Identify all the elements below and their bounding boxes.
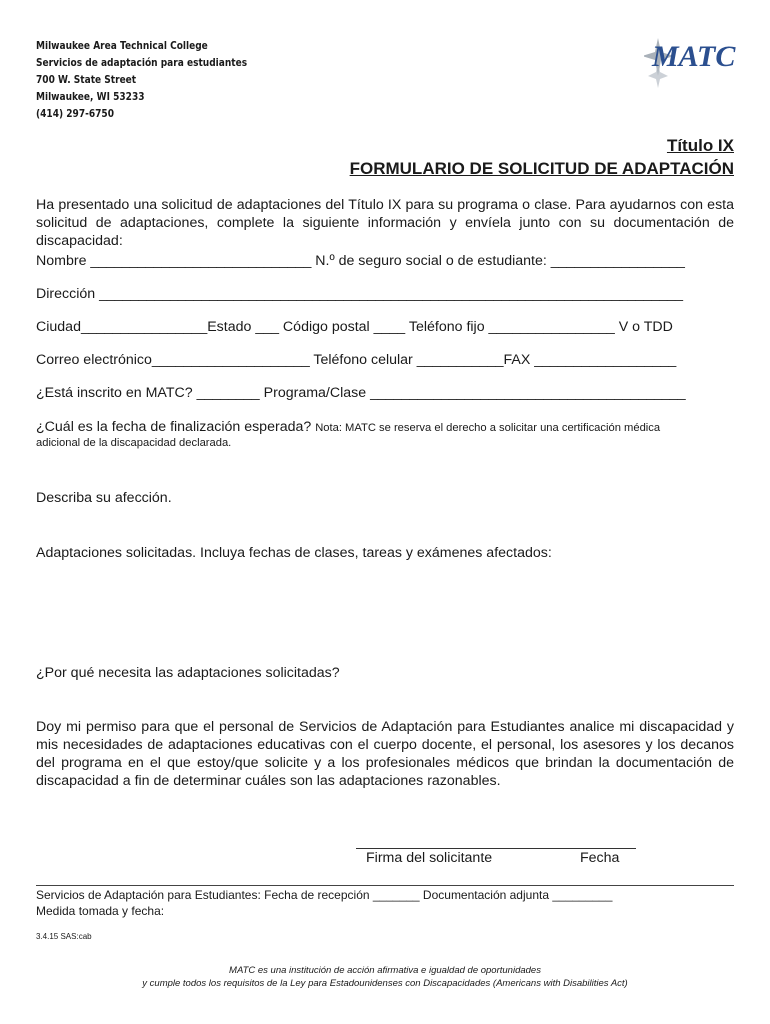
city-state-zip: Milwaukee, WI 53233 [36,91,145,103]
office-action-line: Medida tomada y fecha: [36,904,165,918]
college-name: Milwaukee Area Technical College [36,40,208,52]
street-address: 700 W. State Street [36,74,137,86]
title-ix-heading: Título IX [666,136,734,155]
office-receipt-line: Servicios de Adaptación para Estudiantes: Fecha de recepción _______ Documentación adjunta _________ [36,888,613,902]
why-prompt: ¿Por qué necesita las adaptaciones solicitadas? [36,665,340,681]
enrolled-program-row: ¿Está inscrito en MATC? ________ Programa/Clase ________________________________________ [36,385,686,401]
footer-line-2: y cumple todos los requisitos de la Ley para Estadounidenses con Discapacidades (Americans with Disabilities Act) [142,978,628,989]
signature-label: Firma del solicitante [366,850,493,866]
logo-text: MATC [652,40,736,73]
consent-paragraph: Doy mi permiso para que el personal de Servicios de Adaptación para Estudiantes analice mi discapacidad y mis necesidades de adaptaciones educativas con el cuerpo docente, el personal, los asesores y los decanos del programa en el que estoy/que solicite y a los profesionales médicos que brindan la documentación de discapacidad a fin de determinar cuáles son las adaptaciones razonables. [36,719,734,789]
email-cell-fax-row: Correo electrónico____________________ Teléfono celular ___________FAX __________________ [36,352,677,368]
form-code: 3.4.15 SAS:cab [36,932,92,941]
date-label: Fecha [580,850,620,866]
address-row: Dirección __________________________________________________________________________ [36,286,683,302]
signature-line [356,848,636,849]
name-ssn-row: Nombre ____________________________ N.º de seguro social o de estudiante: _________________ [36,253,685,269]
office-use-divider [36,885,734,886]
condition-prompt: Describa su afección. [36,490,172,506]
end-date-question: ¿Cuál es la fecha de finalización esperada? [36,419,312,435]
end-date-note-continued: adicional de la discapacidad declarada. [36,437,232,449]
city-state-phone-row: Ciudad________________Estado ___ Código postal ____ Teléfono fijo ________________ V o TDD [36,319,673,335]
accommodations-prompt: Adaptaciones solicitadas. Incluya fechas de clases, tareas y exámenes afectados: [36,545,552,561]
matc-logo [644,32,744,92]
footer-line-1: MATC es una institución de acción afirmativa e igualdad de oportunidades [229,965,541,976]
intro-paragraph: Ha presentado una solicitud de adaptaciones del Título IX para su programa o clase. Para ayudarnos con esta solicitud de adaptaciones, complete la siguiente información y envíela junto con su documentación de discapacidad: [36,197,734,249]
end-date-note: Nota: MATC se reserva el derecho a solicitar una certificación médica [315,422,661,434]
college-address-block [36,38,247,123]
form-title: FORMULARIO DE SOLICITUD DE ADAPTACIÓN [349,159,734,178]
department-name: Servicios de adaptación para estudiantes [36,57,248,69]
phone-number: (414) 297-6750 [36,108,114,120]
